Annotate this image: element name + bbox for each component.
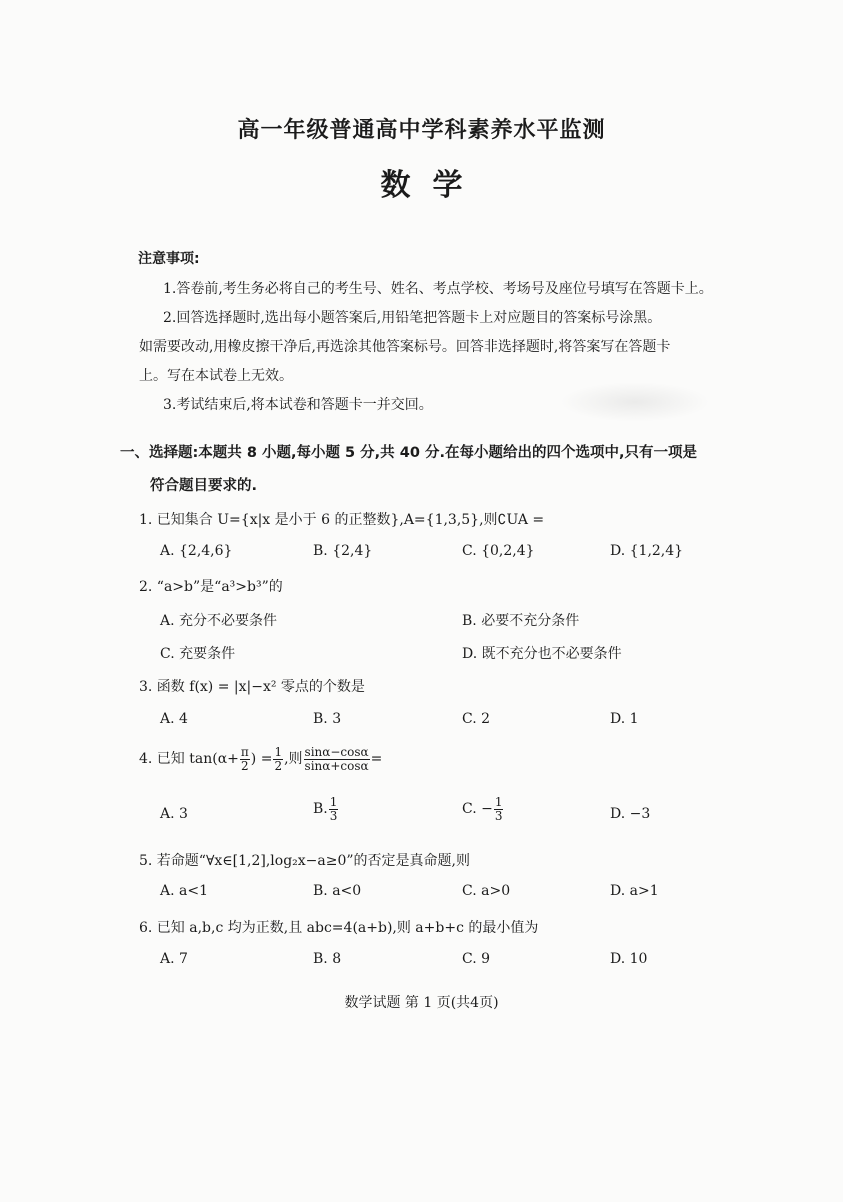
q6-option-a: A. 7 xyxy=(160,951,188,967)
q4-option-c xyxy=(462,796,504,822)
q4-option-b-label: B. xyxy=(313,801,328,818)
q6-option-b: B. 8 xyxy=(313,951,342,967)
section-heading-line-1: 一、选择题:本题共 8 小题,每小题 5 分,共 40 分.在每小题给出的四个选项中,只有一项是 xyxy=(120,445,697,461)
q1-option-a: A. {2,4,6} xyxy=(160,543,233,559)
q5-option-a: A. a<1 xyxy=(160,883,208,899)
q6-option-c: C. 9 xyxy=(462,951,491,967)
question-5-stem: 5. 若命题“∀x∈[1,2],log₂x−a≥0”的否定是真命题,则 xyxy=(139,853,471,869)
note-line-3: 3.考试结束后,将本试卷和答题卡一并交回。 xyxy=(163,397,433,413)
question-1-stem: 1. 已知集合 U={x|x 是小于 6 的正整数},A={1,3,5},则∁UA = xyxy=(139,512,545,528)
q4-option-b-den: 3 xyxy=(329,808,338,823)
q5-option-c: C. a>0 xyxy=(462,883,511,899)
q4-option-b xyxy=(313,796,339,822)
q3-option-a: A. 4 xyxy=(160,711,188,727)
q4-option-d: D. −3 xyxy=(610,806,651,822)
q4-numerator: sinα−cosα xyxy=(304,745,369,759)
q4-pi-over-two xyxy=(240,746,250,772)
q4-option-c-fraction xyxy=(494,796,504,822)
q1-option-c: C. {0,2,4} xyxy=(462,543,535,559)
q3-option-b: B. 3 xyxy=(313,711,342,727)
q3-option-c: C. 2 xyxy=(462,711,491,727)
q4-main-fraction xyxy=(304,746,370,772)
q4-one: 1 xyxy=(274,745,283,759)
note-line-2c: 上。写在本试卷上无效。 xyxy=(139,368,293,384)
q4-option-c-num: 1 xyxy=(494,795,503,809)
q4-pi: π xyxy=(240,745,249,759)
q4-stem-mid: ) = xyxy=(250,751,273,768)
q4-option-c-label: C. − xyxy=(462,801,493,818)
q5-option-d: D. a>1 xyxy=(610,883,659,899)
subject-title: 数学 xyxy=(380,168,485,203)
q4-option-b-fraction xyxy=(329,796,339,822)
q4-two: 2 xyxy=(241,758,249,773)
q2-option-d: D. 既不充分也不必要条件 xyxy=(462,646,622,662)
q4-stem-then: ,则 xyxy=(284,751,303,768)
notes-heading: 注意事项: xyxy=(138,251,200,267)
scan-smudge xyxy=(560,382,710,422)
section-heading-line-2: 符合题目要求的. xyxy=(150,478,258,494)
q4-two-b: 2 xyxy=(274,758,283,773)
q1-option-b: B. {2,4} xyxy=(313,543,373,559)
q4-option-b-num: 1 xyxy=(329,795,338,809)
q4-option-a: A. 3 xyxy=(160,806,188,822)
q2-option-b: B. 必要不充分条件 xyxy=(462,613,580,629)
q5-option-b: B. a<0 xyxy=(313,883,362,899)
question-4-stem xyxy=(139,746,382,772)
note-line-1: 1.答卷前,考生务必将自己的考生号、姓名、考点学校、考场号及座位号填写在答题卡上。 xyxy=(163,281,713,297)
q1-option-d: D. {1,2,4} xyxy=(610,543,684,559)
q2-option-c: C. 充要条件 xyxy=(160,646,236,662)
exam-title: 高一年级普通高中学科素养水平监测 xyxy=(237,118,606,143)
q4-stem-pre: 4. 已知 tan(α+ xyxy=(139,751,239,768)
q4-one-half xyxy=(273,746,283,772)
question-3-stem: 3. 函数 f(x) = |x|−x² 零点的个数是 xyxy=(139,679,365,695)
q4-option-c-den: 3 xyxy=(494,808,503,823)
question-6-stem: 6. 已知 a,b,c 均为正数,且 abc=4(a+b),则 a+b+c 的最小值为 xyxy=(139,920,539,936)
page-footer: 数学试题 第 1 页(共4页) xyxy=(344,995,499,1011)
note-line-2b: 如需要改动,用橡皮擦干净后,再选涂其他答案标号。回答非选择题时,将答案写在答题卡 xyxy=(139,339,671,355)
q4-denominator: sinα+cosα xyxy=(304,758,369,773)
q6-option-d: D. 10 xyxy=(610,951,648,967)
q3-option-d: D. 1 xyxy=(610,711,639,727)
question-2-stem: 2. “a>b”是“a³>b³”的 xyxy=(139,579,283,595)
note-line-2a: 2.回答选择题时,选出每小题答案后,用铅笔把答题卡上对应题目的答案标号涂黑。 xyxy=(163,310,662,326)
q4-stem-end: = xyxy=(370,751,383,768)
q2-option-a: A. 充分不必要条件 xyxy=(160,613,278,629)
